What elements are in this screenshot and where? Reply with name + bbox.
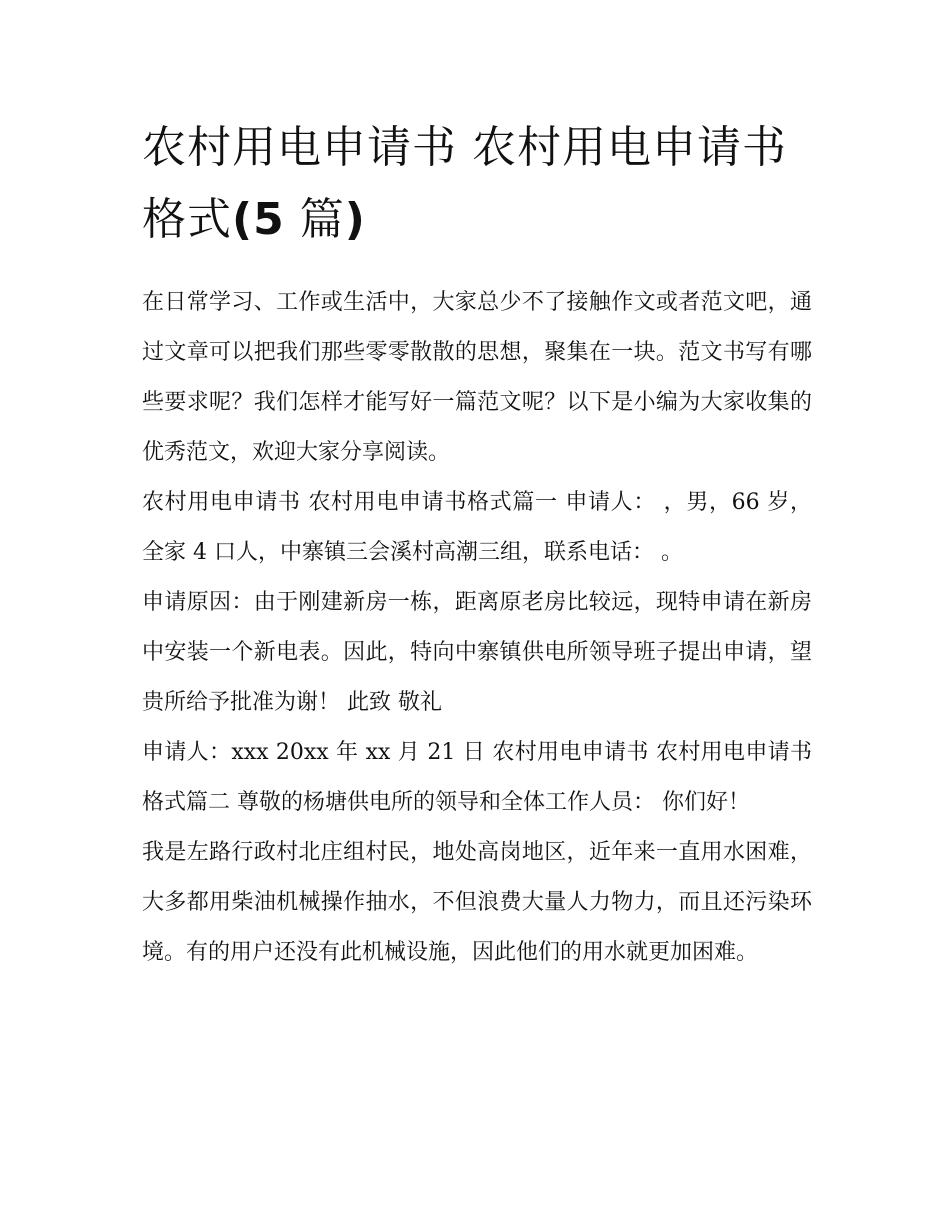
document-title: 农村用电申请书 农村用电申请书格式(5 篇) — [142, 122, 787, 245]
paragraph-applicant-info: 农村用电申请书 农村用电申请书格式篇一 申请人： ，男，66 岁，全家 4 口人，中寨镇三会溪村高潮三组，联系电话： 。 — [142, 490, 812, 565]
document-page — [142, 112, 812, 978]
paragraph-water-difficulty: 我是左路行政村北庄组村民，地处高岗地区，近年来一直用水困难，大多都用柴油机械操作抽水，不但浪费大量人力物力，而且还污染环境。有的用户还没有此机械设施，因此他们的用水就更加困难。 — [142, 840, 812, 965]
paragraph-application-reason: 申请原因：由于刚建新房一栋，距离原老房比较远，现特申请在新房中安装一个新电表。因此，特向中寨镇供电所领导班子提出申请，望贵所给予批准为谢！ 此致 敬礼 — [142, 590, 812, 715]
paragraph-intro: 在日常学习、工作或生活中，大家总少不了接触作文或者范文吧，通过文章可以把我们那些零零散散的思想，聚集在一块。范文书写有哪些要求呢？我们怎样才能写好一篇范文呢？以下是小编为大家收集的优秀范文，欢迎大家分享阅读。 — [142, 290, 812, 465]
paragraph-signature-and-second-letter: 申请人：xxx 20xx 年 xx 月 21 日 农村用电申请书 农村用电申请书格式篇二 尊敬的杨塘供电所的领导和全体工作人员： 你们好！ — [142, 740, 812, 815]
